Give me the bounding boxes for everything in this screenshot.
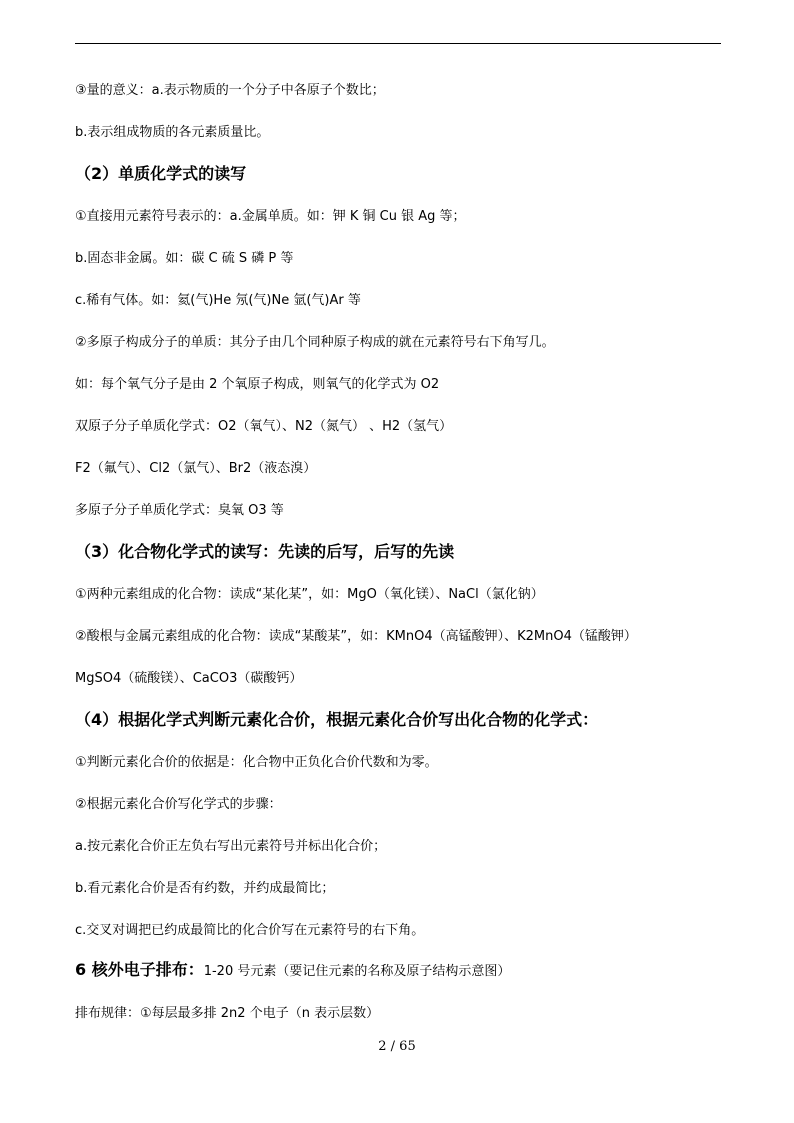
section-heading-6 — [75, 961, 510, 981]
header-rule — [75, 43, 721, 44]
text-line-1: ③量的意义：a.表示物质的一个分子中各原子个数比； — [75, 83, 385, 98]
text-line-12: ②酸根与金属元素组成的化合物：读成“某酸某”，如：KMnO4（高锰酸钾）、K2MnO4（锰酸钾） — [75, 629, 637, 644]
text-line-4: b.固态非金属。如：碳 C 硫 S 磷 P 等 — [75, 251, 294, 266]
section-heading-6-note: 1-20 号元素（要记住元素的名称及原子结构示意图） — [203, 964, 511, 979]
text-line-8: 双原子分子单质化学式：O2（氧气）、N2（氮气） 、H2（氢气） — [75, 419, 453, 434]
text-line-10: 多原子分子单质化学式：臭氧 O3 等 — [75, 503, 284, 518]
section-heading-4: （4）根据化学式判断元素化合价，根据元素化合价写出化合物的化学式： — [75, 710, 599, 729]
text-line-11: ①两种元素组成的化合物：读成“某化某”，如：MgO（氧化镁）、NaCl（氯化钠） — [75, 587, 544, 602]
text-line-15: ②根据元素化合价写化学式的步骤： — [75, 797, 282, 812]
text-line-18: c.交叉对调把已约成最简比的化合价写在元素符号的右下角。 — [75, 923, 425, 938]
page-number: 2 / 65 — [378, 1039, 416, 1054]
text-line-6: ②多原子构成分子的单质：其分子由几个同种原子构成的就在元素符号右下角写几。 — [75, 335, 555, 350]
text-line-13: MgSO4（硫酸镁）、CaCO3（碳酸钙） — [75, 671, 303, 686]
text-line-16: a.按元素化合价正左负右写出元素符号并标出化合价； — [75, 839, 387, 854]
section-heading-6-title: 6 核外电子排布： — [75, 960, 204, 979]
text-line-19: 排布规律：①每层最多排 2n2 个电子（n 表示层数） — [75, 1006, 380, 1021]
text-line-7: 如：每个氧气分子是由 2 个氧原子构成，则氧气的化学式为 O2 — [75, 377, 440, 392]
text-line-14: ①判断元素化合价的依据是：化合物中正负化合价代数和为零。 — [75, 755, 438, 770]
text-line-9: F2（氟气）、Cl2（氯气）、Br2（液态溴） — [75, 461, 317, 476]
text-line-3: ①直接用元素符号表示的：a.金属单质。如：钾 K 铜 Cu 银 Ag 等； — [75, 209, 466, 224]
section-heading-3: （3）化合物化学式的读写：先读的后写，后写的先读 — [75, 542, 455, 561]
text-line-2: b.表示组成物质的各元素质量比。 — [75, 125, 270, 140]
text-line-17: b.看元素化合价是否有约数，并约成最简比； — [75, 881, 335, 896]
section-heading-2: （2）单质化学式的读写 — [75, 164, 247, 183]
text-line-5: c.稀有气体。如：氦(气)He 氖(气)Ne 氩(气)Ar 等 — [75, 293, 361, 308]
